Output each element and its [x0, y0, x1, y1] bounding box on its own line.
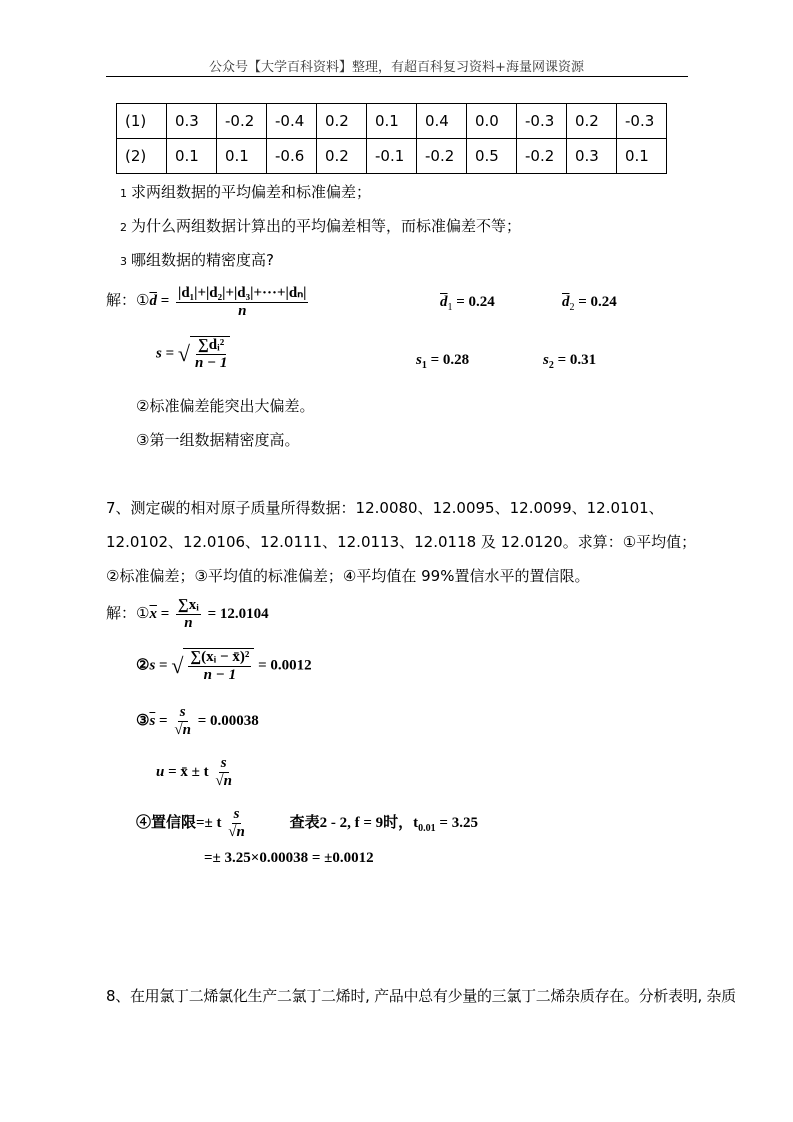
fraction-numerator: |d₁|+|d₂|+|d₃|+···+|dₙ| [178, 285, 307, 301]
table-cell: -0.2 [517, 139, 567, 174]
std-mean-formula: $③\overline{s}$ = $\frac{s}{√n}$ = 0.00038 [136, 704, 259, 738]
u-expression: = x̄ ± t [168, 763, 209, 780]
table-cell: 0.0 [467, 104, 517, 139]
question-text: 求两组数据的平均偏差和标准偏差； [131, 183, 372, 201]
fraction-numerator: ∑(xᵢ − x̄)² [190, 649, 250, 665]
question-number: 3 [120, 255, 127, 268]
table-cell: 0.1 [217, 139, 267, 174]
table-cell: 0.2 [567, 104, 617, 139]
table-cell: -0.6 [267, 139, 317, 174]
std-formula: ②s = √ $\frac{\text{∑(xᵢ − x̄)²}}{n - 1}$ = 0.0012 [136, 649, 312, 683]
confidence-label: ④置信限=± t [136, 814, 222, 831]
confidence-limit-formula: ④置信限=± t $\frac{s}{√n}$ 查表2 - 2, f = 9时，$t_{0.01} = 3.25$ [136, 806, 478, 840]
mean-value: = 12.0104 [207, 605, 269, 622]
answer-2: ②标准偏差能突出大偏差。 [136, 397, 315, 415]
table-cell: -0.2 [417, 139, 467, 174]
question-text: 为什么两组数据计算出的平均偏差相等，而标准偏差不等； [131, 217, 522, 235]
fraction-numerator: ∑xᵢ [178, 597, 199, 613]
table-cell: -0.3 [617, 104, 667, 139]
fraction-denominator: n [182, 722, 191, 738]
table-cell: 0.2 [317, 104, 367, 139]
table-cell: 0.1 [617, 139, 667, 174]
question-8-line: 8、在用氯丁二烯氯化生产二氯丁二烯时, 产品中总有少量的三氯丁二烯杂质存在。分析表明, 杂质 [106, 987, 736, 1005]
value: = 0.31 [557, 352, 597, 368]
question-number: 2 [120, 221, 127, 234]
mean-formula: 解：$①\overline{x}$ = $\frac{\text{∑xᵢ}}{n}$ = 12.0104 [106, 597, 269, 631]
t-value: = 3.25 [439, 814, 478, 831]
circled-number: ③ [136, 712, 150, 729]
answer-3: ③第一组数据精密度高。 [136, 431, 300, 449]
table-cell: 0.2 [317, 139, 367, 174]
value: = 0.24 [456, 294, 495, 310]
fraction-denominator: n − 1 [203, 667, 237, 683]
solution-prefix: 解：① [106, 290, 150, 309]
table-cell: -0.4 [267, 104, 317, 139]
d1-result: $\overline{d}_1 = 0.24$ [440, 294, 495, 313]
avg-deviation-formula: 解：$①\overline{d}$ = $\frac{\text{|d₁|+|d₂|+|d₃|+···+|dₙ|}}{n}$ [106, 285, 307, 319]
solution-prefix: 解：① [106, 603, 150, 622]
table-cell: 0.4 [417, 104, 467, 139]
fraction-numerator: ∑dᵢ² [198, 337, 225, 353]
std-value: = 0.0012 [258, 657, 312, 674]
question-3 [120, 249, 274, 270]
data-table [116, 103, 667, 174]
table-cell: 0.3 [167, 104, 217, 139]
t-subscript: 0.01 [418, 822, 436, 834]
fraction-numerator: s [179, 704, 186, 720]
fraction-denominator: n [184, 615, 193, 631]
s2-result: $s_2 = 0.31$ [543, 352, 597, 371]
table-cell: -0.1 [367, 139, 417, 174]
circled-number: ② [136, 657, 150, 674]
question-7-line: 12.0102、12.0106、12.0111、12.0113、12.0118 及 12.0120。求算：①平均值； [106, 533, 697, 551]
question-2 [120, 215, 521, 236]
value: = 0.24 [578, 294, 617, 310]
page-header: 公众号【大学百科资料】整理，有超百科复习资料+海量网课资源 [209, 60, 584, 75]
fraction-denominator: n [238, 303, 247, 319]
question-7-line: ②标准偏差；③平均值的标准偏差；④平均值在 99%置信水平的置信限。 [106, 567, 590, 585]
fraction-denominator: n − 1 [194, 355, 228, 371]
table-cell: 0.1 [167, 139, 217, 174]
table-row [117, 104, 667, 139]
row-label: (1) [117, 104, 167, 139]
u-formula: u = x̄ ± t $\frac{s}{√n}$ [156, 755, 232, 789]
table-cell: 0.5 [467, 139, 517, 174]
question-text: 哪组数据的精密度高? [131, 251, 274, 269]
d2-result: $\overline{d}_2 = 0.24$ [562, 294, 617, 313]
table-lookup: 查表2 - 2, f = 9时，t [289, 814, 419, 831]
table-cell: 0.1 [367, 104, 417, 139]
table-cell: -0.3 [517, 104, 567, 139]
row-label: (2) [117, 139, 167, 174]
s1-result: $s_1 = 0.28$ [416, 352, 470, 371]
value: = 0.28 [430, 352, 470, 368]
question-number: 1 [120, 187, 127, 200]
table-cell: -0.2 [217, 104, 267, 139]
question-7-line: 7、测定碳的相对原子质量所得数据：12.0080、12.0095、12.0099、12.0101、 [106, 499, 664, 517]
table-row [117, 139, 667, 174]
confidence-result: =± 3.25×0.00038 = ±0.0012 [204, 850, 374, 866]
std-mean-value: = 0.00038 [197, 712, 259, 729]
question-1 [120, 181, 371, 202]
std-deviation-formula: s = √ $\frac{\text{∑dᵢ²}}{n - 1}$ [156, 336, 230, 372]
table-cell: 0.3 [567, 139, 617, 174]
header-divider [106, 76, 688, 77]
